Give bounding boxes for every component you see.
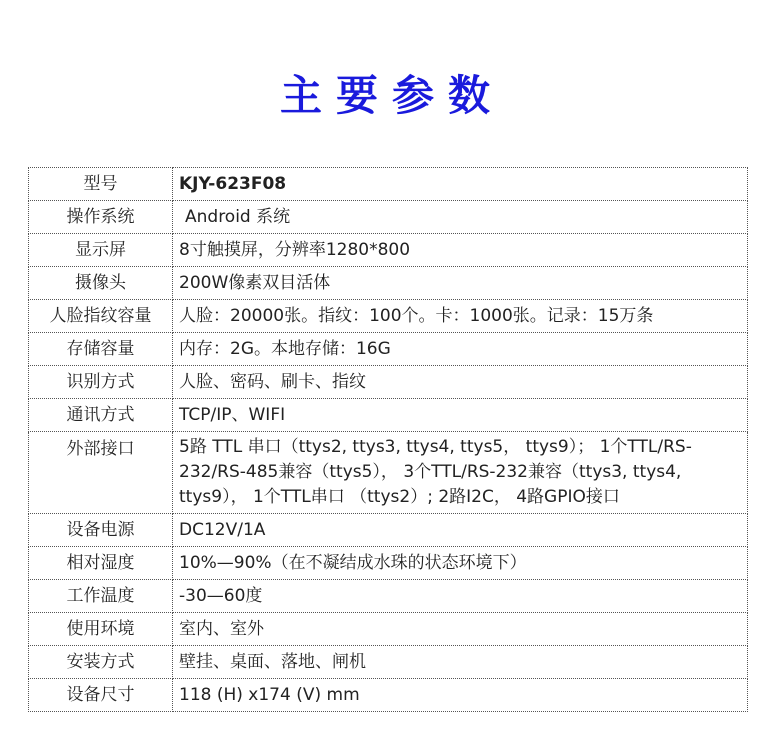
- row-value: TCP/IP、WIFI: [173, 399, 748, 432]
- table-row: [29, 366, 748, 399]
- row-value: 200W像素双目活体: [173, 267, 748, 300]
- row-value: 室内、室外: [173, 613, 748, 646]
- row-value: 内存：2G。本地存储：16G: [173, 333, 748, 366]
- row-value: DC12V/1A: [173, 514, 748, 547]
- spec-table: [28, 167, 748, 712]
- row-value: -30—60度: [173, 580, 748, 613]
- row-label: 显示屏: [29, 234, 173, 267]
- row-label: 使用环境: [29, 613, 173, 646]
- row-value: 人脸、密码、刷卡、指纹: [173, 366, 748, 399]
- row-label: 相对湿度: [29, 547, 173, 580]
- row-label: 设备电源: [29, 514, 173, 547]
- table-row: [29, 333, 748, 366]
- table-row: [29, 547, 748, 580]
- row-value: 5路 TTL 串口（ttys2, ttys3, ttys4, ttys5， ttys9）； 1个TTL/RS-232/RS-485兼容（ttys5）， 3个TTL/RS-232兼容（ttys3, ttys4, ttys9）， 1个TTL串口 （ttys2）; 2路I2C， 4路GPIO接口: [173, 432, 748, 514]
- row-label: 设备尺寸: [29, 679, 173, 712]
- row-label: 摄像头: [29, 267, 173, 300]
- row-value: KJY-623F08: [173, 168, 748, 201]
- table-row: [29, 580, 748, 613]
- row-label: 人脸指纹容量: [29, 300, 173, 333]
- table-row: [29, 234, 748, 267]
- row-value: 118 (H) x174 (V) mm: [173, 679, 748, 712]
- table-row: [29, 613, 748, 646]
- row-label: 安装方式: [29, 646, 173, 679]
- row-label: 识别方式: [29, 366, 173, 399]
- table-row: [29, 432, 748, 514]
- row-label: 操作系统: [29, 201, 173, 234]
- table-row: [29, 168, 748, 201]
- table-row: [29, 201, 748, 234]
- table-row: [29, 267, 748, 300]
- row-label: 存储容量: [29, 333, 173, 366]
- row-label: 通讯方式: [29, 399, 173, 432]
- table-row: [29, 514, 748, 547]
- table-row: [29, 300, 748, 333]
- table-row: [29, 399, 748, 432]
- table-row: [29, 646, 748, 679]
- row-value: Android 系统: [173, 201, 748, 234]
- row-label: 外部接口: [29, 432, 173, 514]
- row-value: 壁挂、桌面、落地、闸机: [173, 646, 748, 679]
- row-value: 10%—90%（在不凝结成水珠的状态环境下）: [173, 547, 748, 580]
- row-label: 工作温度: [29, 580, 173, 613]
- page-title: 主要参数: [279, 71, 504, 120]
- table-row: [29, 679, 748, 712]
- row-value: 人脸：20000张。指纹：100个。卡：1000张。记录：15万条: [173, 300, 748, 333]
- row-value: 8寸触摸屏，分辨率1280*800: [173, 234, 748, 267]
- row-label: 型号: [29, 168, 173, 201]
